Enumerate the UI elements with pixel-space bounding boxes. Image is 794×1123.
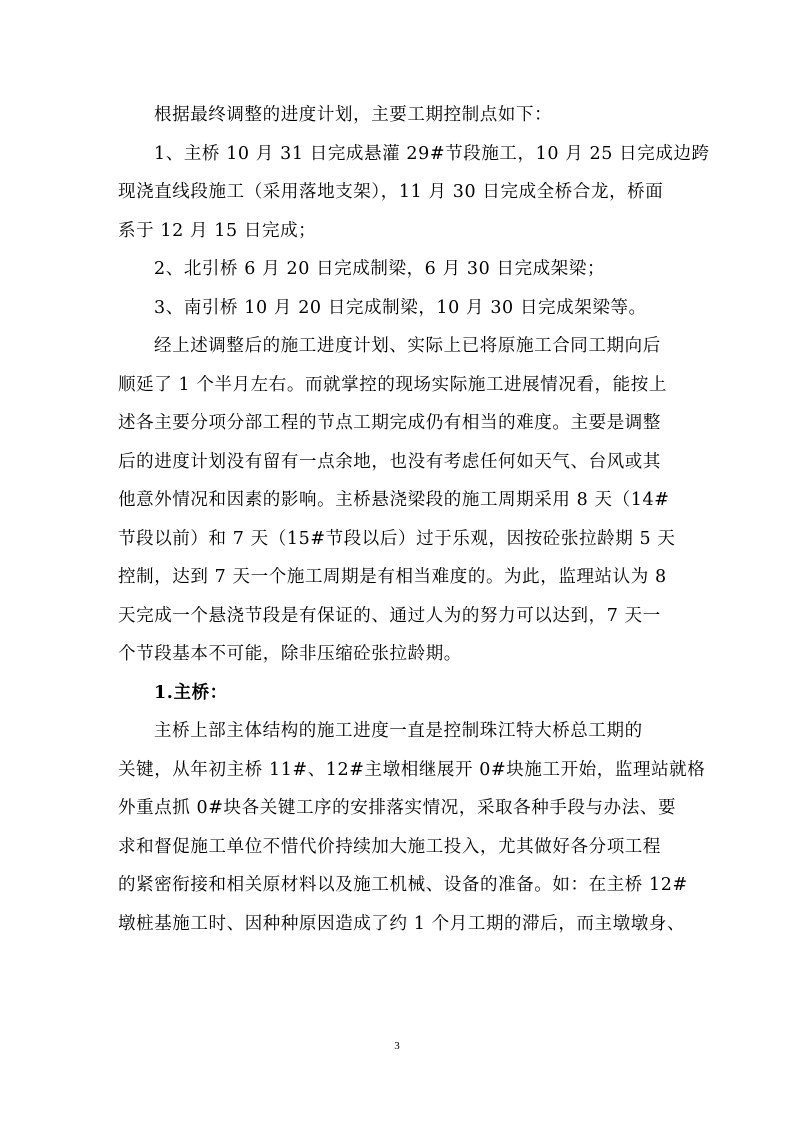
text-line: 1、主桥 10 月 31 日完成悬灌 29#节段施工，10 月 25 日完成边跨 [154, 143, 710, 164]
text-line: 墩桩基施工时、因种种原因造成了约 1 个月工期的滞后，而主墩墩身、 [118, 913, 686, 934]
text-line: 经上述调整后的施工进度计划、实际上已将原施工合同工期向后 [154, 336, 661, 356]
text-line: 现浇直线段施工（采用落地支架），11 月 30 日完成全桥合龙，桥面 [118, 182, 664, 202]
text-line: 3、南引桥 10 月 20 日完成制梁，10 月 30 日完成架梁等。 [154, 297, 647, 318]
text-line: 天完成一个悬浇节段是有保证的、通过人为的努力可以达到，7 天一 [118, 605, 661, 626]
text-line: 个节段基本不可能，除非压缩砼张拉龄期。 [118, 644, 462, 664]
text-line: 系于 12 月 15 日完成； [118, 220, 317, 241]
section-heading: 1.主桥： [154, 682, 228, 703]
text-line: 述各主要分项分部工程的节点工期完成仍有相当的难度。主要是调整 [118, 413, 661, 433]
text-line: 主桥上部主体结构的施工进度一直是控制珠江特大桥总工期的 [154, 721, 643, 741]
text-line: 外重点抓 0#块各关键工序的安排落实情况，采取各种手段与办法、要 [118, 798, 677, 818]
text-line: 的紧密衔接和相关原材料以及施工机械、设备的准备。如：在主桥 12# [118, 875, 688, 895]
text-line: 控制，达到 7 天一个施工周期是有相当难度的。为此，监理站认为 8 [118, 567, 667, 587]
text-line: 求和督促施工单位不惜代价持续加大施工投入，尤其做好各分项工程 [118, 836, 661, 857]
text-line: 节段以前）和 7 天（15#节段以后）过于乐观，因按砼张拉龄期 5 天 [118, 528, 676, 549]
page-number: 3 [394, 1040, 400, 1052]
text-line: 关键，从年初主桥 11#、12#主墩相继展开 0#块施工开始，监理站就格 [118, 759, 706, 780]
text-line: 后的进度计划没有留有一点余地，也没有考虑任何如天气、台风或其 [118, 451, 661, 472]
text-line: 根据最终调整的进度计划，主要工期控制点如下： [154, 105, 553, 125]
body-text [118, 96, 710, 943]
text-line: 他意外情况和因素的影响。主桥悬浇梁段的施工周期采用 8 天（14# [118, 490, 670, 510]
text-line: 2、北引桥 6 月 20 日完成制梁，6 月 30 日完成架梁； [154, 259, 606, 279]
text-line: 顺延了 1 个半月左右。而就掌控的现场实际施工进展情况看，能按上 [118, 374, 667, 395]
